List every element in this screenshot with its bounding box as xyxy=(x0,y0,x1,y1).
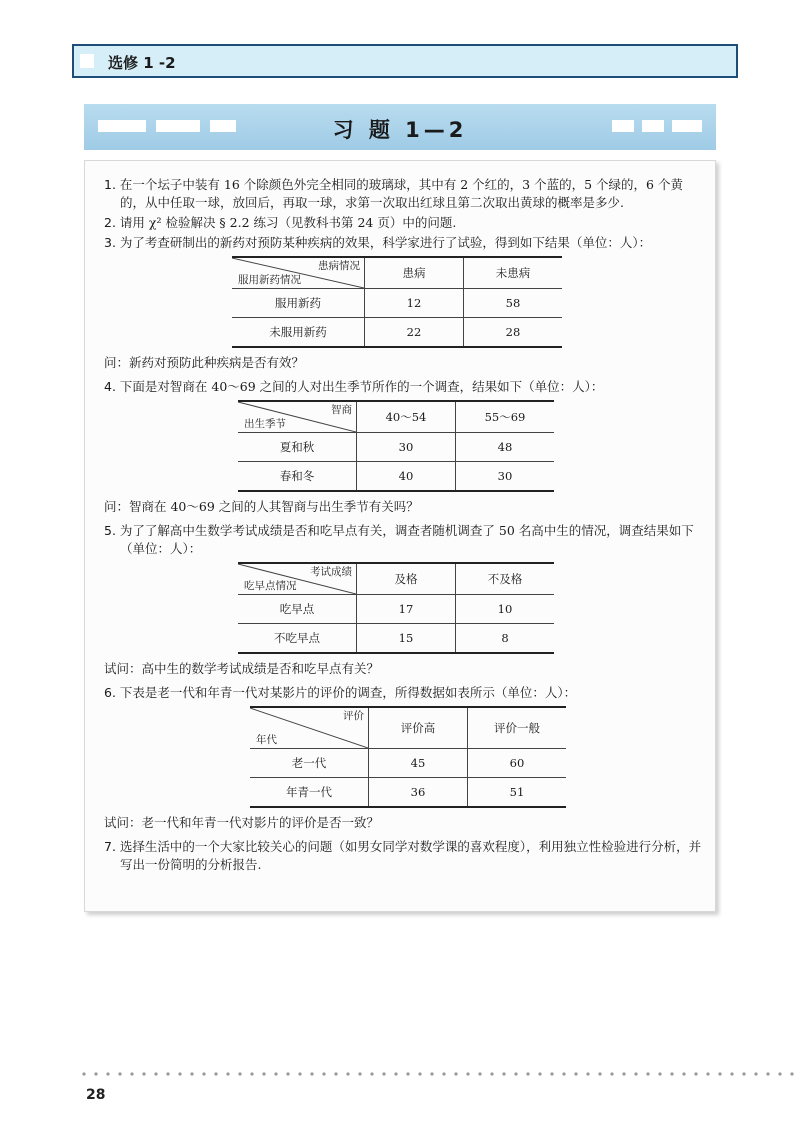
question-number: 5. xyxy=(104,523,116,538)
table-breakfast xyxy=(238,562,554,654)
table-cell: 51 xyxy=(468,778,567,808)
question-text: 下面是对智商在 40～69 之间的人对出生季节所作的一个调查，结果如下（单位：人）： xyxy=(119,379,604,394)
question-number: 2. xyxy=(104,215,116,230)
question-5 xyxy=(104,522,704,558)
exercise-title: 习 题 1—2 xyxy=(332,118,468,142)
question-number: 1. xyxy=(104,177,116,192)
question-4 xyxy=(104,378,704,396)
column-header: 评价高 xyxy=(369,707,468,749)
column-header: 未患病 xyxy=(464,257,563,289)
table-cell: 60 xyxy=(468,749,567,778)
corner-top-label: 智商 xyxy=(331,404,352,416)
row-label: 春和冬 xyxy=(238,462,357,492)
question-followup: 试问：高中生的数学考试成绩是否和吃早点有关？ xyxy=(104,661,380,676)
page-number: 28 xyxy=(86,1087,106,1103)
section-label: 选修 1 -2 xyxy=(108,54,176,72)
question-7 xyxy=(104,838,704,874)
table-medicine xyxy=(232,256,562,348)
exercise-title-banner xyxy=(84,104,716,150)
table-row xyxy=(250,749,566,778)
corner-top-label: 评价 xyxy=(343,710,364,722)
section-header xyxy=(72,44,738,78)
column-header: 患病 xyxy=(365,257,464,289)
table-cell: 30 xyxy=(357,433,456,462)
table-cell: 48 xyxy=(456,433,555,462)
row-label: 服用新药 xyxy=(232,289,365,318)
column-header: 40～54 xyxy=(357,401,456,433)
table-row xyxy=(238,624,554,654)
row-label: 吃早点 xyxy=(238,595,357,624)
question-1 xyxy=(104,176,704,212)
question-2 xyxy=(104,214,704,232)
footer-dotted-line xyxy=(78,1072,800,1076)
question-3 xyxy=(104,234,704,252)
corner-top-label: 考试成绩 xyxy=(310,566,352,578)
table-corner xyxy=(238,401,357,433)
table-cell: 15 xyxy=(357,624,456,654)
table-cell: 8 xyxy=(456,624,555,654)
table-cell: 10 xyxy=(456,595,555,624)
column-header: 不及格 xyxy=(456,563,555,595)
corner-bottom-label: 年代 xyxy=(256,734,277,746)
table-corner xyxy=(250,707,369,749)
question-text: 为了考查研制出的新药对预防某种疾病的效果，科学家进行了试验，得到如下结果（单位：人）： xyxy=(119,235,652,250)
exercise-list xyxy=(104,176,704,876)
table-cell: 22 xyxy=(365,318,464,348)
table-cell: 28 xyxy=(464,318,563,348)
question-number: 4. xyxy=(104,379,116,394)
table-row xyxy=(238,595,554,624)
table-row xyxy=(250,778,566,808)
question-number: 3. xyxy=(104,235,116,250)
table-corner xyxy=(238,563,357,595)
row-label: 不吃早点 xyxy=(238,624,357,654)
question-followup: 问：新药对预防此种疾病是否有效？ xyxy=(104,355,305,370)
question-text: 下表是老一代和年青一代对某影片的评价的调查，所得数据如表所示（单位：人）： xyxy=(119,685,577,700)
table-cell: 40 xyxy=(357,462,456,492)
question-text: 在一个坛子中装有 16 个除颜色外完全相同的玻璃球，其中有 2 个红的，3 个蓝的，5 个绿的，6 个黄的，从中任取一球，放回后，再取一球，求第一次取出红球且第二次取出黄球的概率是多少. xyxy=(119,177,683,210)
table-film-rating xyxy=(250,706,566,808)
table-corner xyxy=(232,257,365,289)
row-label: 未服用新药 xyxy=(232,318,365,348)
table-iq-season xyxy=(238,400,554,492)
table-row xyxy=(232,289,562,318)
table-cell: 45 xyxy=(369,749,468,778)
corner-top-label: 患病情况 xyxy=(318,260,360,272)
column-header: 55～69 xyxy=(456,401,555,433)
corner-bottom-label: 服用新药情况 xyxy=(238,274,301,286)
question-text: 选择生活中的一个大家比较关心的问题（如男女同学对数学课的喜欢程度），利用独立性检验进行分析，并写出一份简明的分析报告. xyxy=(119,839,702,872)
row-label: 夏和秋 xyxy=(238,433,357,462)
question-followup: 试问：老一代和年青一代对影片的评价是否一致？ xyxy=(104,815,380,830)
question-number: 6. xyxy=(104,685,116,700)
question-text: 为了了解高中生数学考试成绩是否和吃早点有关，调查者随机调查了 50 名高中生的情况，调查结果如下（单位：人）： xyxy=(119,523,694,556)
column-header: 及格 xyxy=(357,563,456,595)
corner-bottom-label: 出生季节 xyxy=(244,418,286,430)
table-cell: 58 xyxy=(464,289,563,318)
row-label: 年青一代 xyxy=(250,778,369,808)
square-marker-icon xyxy=(80,54,94,68)
row-label: 老一代 xyxy=(250,749,369,778)
table-cell: 36 xyxy=(369,778,468,808)
table-row xyxy=(238,462,554,492)
table-cell: 17 xyxy=(357,595,456,624)
question-6 xyxy=(104,684,704,702)
table-cell: 30 xyxy=(456,462,555,492)
corner-bottom-label: 吃早点情况 xyxy=(244,580,297,592)
question-text: 请用 χ² 检验解决 § 2.2 练习（见教科书第 24 页）中的问题. xyxy=(119,215,457,230)
column-header: 评价一般 xyxy=(468,707,567,749)
table-row xyxy=(232,318,562,348)
question-followup: 问：智商在 40～69 之间的人其智商与出生季节有关吗？ xyxy=(104,499,419,514)
question-number: 7. xyxy=(104,839,116,854)
table-row xyxy=(238,433,554,462)
table-cell: 12 xyxy=(365,289,464,318)
